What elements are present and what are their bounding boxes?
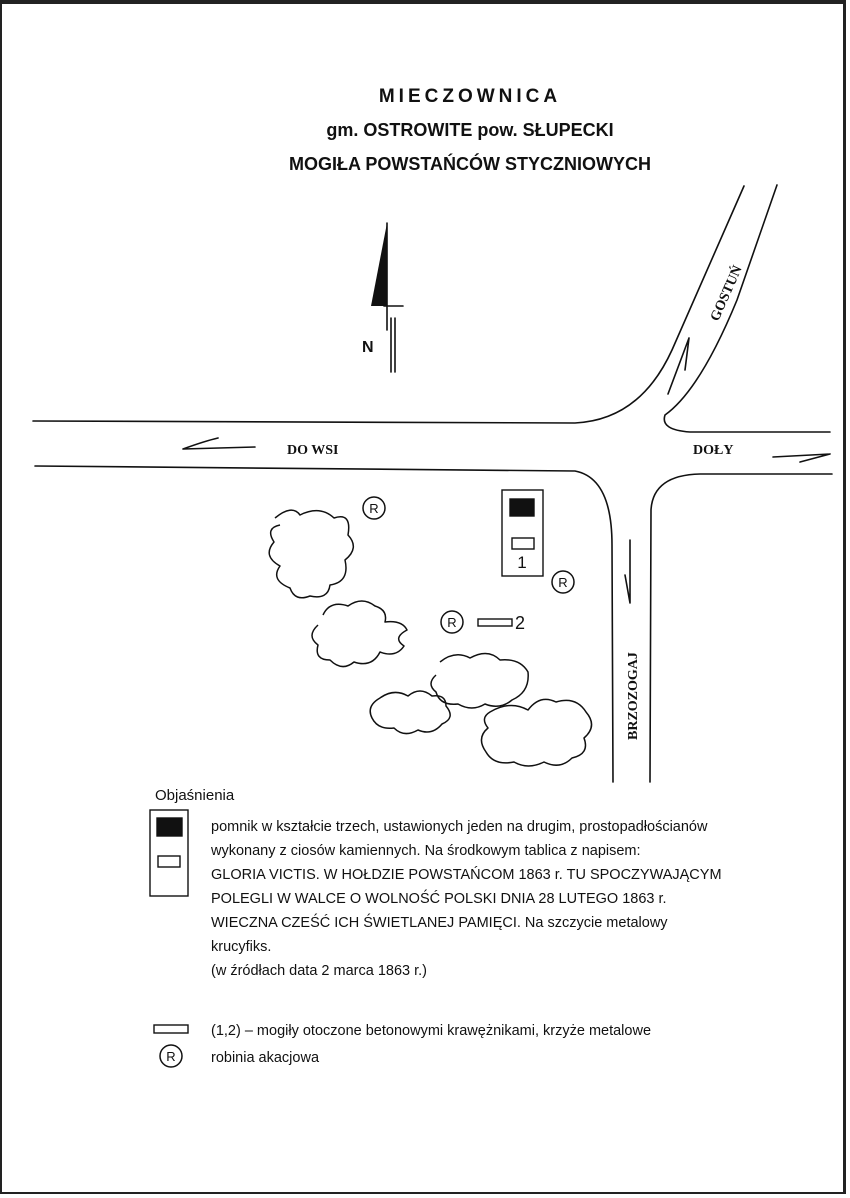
legend-line: krucyfiks. (211, 939, 272, 955)
road-label-east: DOŁY (693, 443, 734, 458)
arrow-to-gostun (668, 338, 689, 394)
arrow-to-brzozogaj (625, 540, 630, 603)
arrow-to-doly (773, 454, 830, 462)
legend-title: Objaśnienia (155, 787, 235, 804)
tree-label-1: R (369, 501, 379, 516)
road-edge-south-east (650, 474, 832, 782)
north-label: N (362, 339, 374, 356)
legend-tree-description: robinia akacjowa (211, 1050, 320, 1066)
legend-monument-description (211, 815, 831, 983)
legend-line: wykonany z ciosów kamiennych. Na środkowym tablica z napisem: (211, 843, 641, 859)
grave-2-label: 2 (514, 613, 526, 633)
tree-label-2: R (558, 575, 568, 590)
legend-line: WIECZNA CZEŚĆ ICH ŚWIETLANEJ PAMIĘCI. Na szczycie metalowy (211, 915, 668, 931)
road-edge-north (33, 186, 744, 423)
bush-1 (269, 510, 353, 598)
legend-line: pomnik w kształcie trzech, ustawionych jeden na drugim, prostopadłościanów (211, 819, 708, 835)
legend-graves-description: (1,2) – mogiły otoczone betonowymi krawężnikami, krzyże metalowe (211, 1023, 652, 1039)
legend-monument-symbol (150, 810, 188, 896)
legend-line: GLORIA VICTIS. W HOŁDZIE POWSTAŃCOM 1863 r. TU SPOCZYWAJĄCYM (211, 867, 722, 883)
legend-line: (w źródłach data 2 marca 1863 r.) (211, 963, 427, 979)
bush-5 (481, 699, 591, 766)
legend-line: POLEGLI W WALCE O WOLNOŚĆ POLSKI DNIA 28 LUTEGO 1863 r. (211, 891, 667, 907)
road-label-west: DO WSI (287, 443, 339, 458)
map-subtitle: gm. OSTROWITE pow. SŁUPECKI (326, 120, 614, 140)
arrow-to-village (183, 438, 255, 449)
bush-2 (312, 601, 407, 667)
north-arrow-head (371, 223, 387, 306)
tree-label-3: R (447, 615, 457, 630)
road-label-south: BRZOZOGAJ (626, 652, 641, 740)
road-edge-north-east (664, 185, 830, 432)
map-heading: MOGIŁA POWSTAŃCÓW STYCZNIOWYCH (289, 154, 651, 174)
grave-1-label: 1 (517, 553, 527, 572)
bush-3 (431, 653, 528, 708)
grave-2-symbol (478, 619, 512, 626)
map-title: MIECZOWNICA (378, 86, 562, 107)
legend-tree-label: R (166, 1049, 176, 1064)
road-label-north: GOSTUŃ (707, 263, 746, 324)
legend-grave-symbol (154, 1025, 188, 1033)
